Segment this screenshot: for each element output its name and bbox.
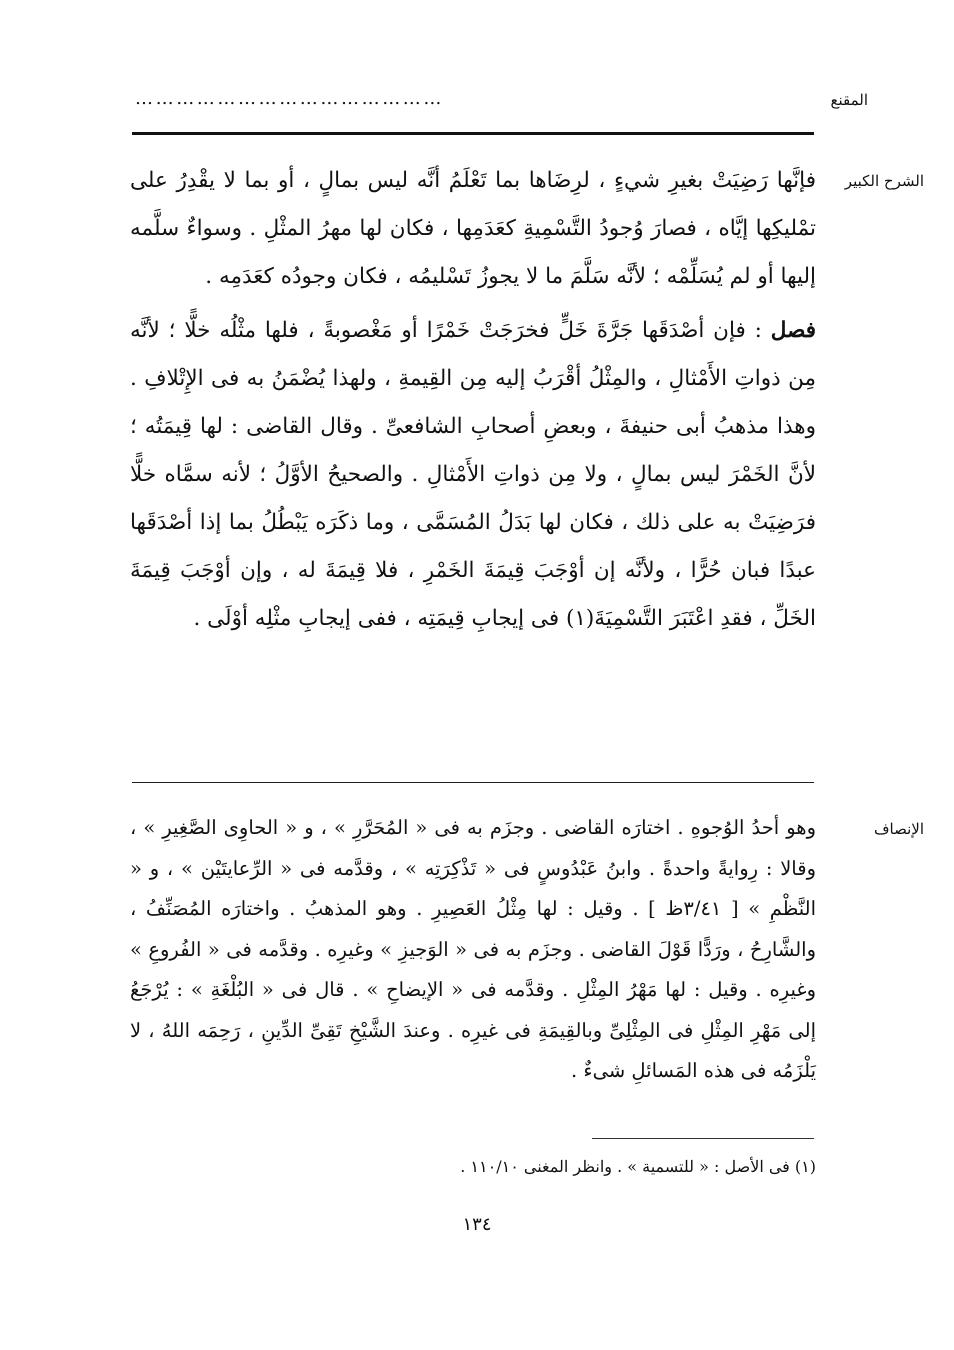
running-header-title: المقنع xyxy=(830,91,868,109)
header-rule xyxy=(132,132,814,135)
sharh-paragraph-1: فإنَّها رَضِيَتْ بغيرِ شيءٍ ، لرِضَاها بما تَعْلَمُ أنَّه ليس بمالٍ ، أو بما لا يقْدِرُ على تمْليكِها إيَّاه ، فصارَ وُجودُ التَّسْمِيةِ كعَدَمِها ، فكان لها مهرُ المثْلِ . وسواءٌ سلَّمه إليها أو لم يُسَلِّمْه ؛ لأنَّه سَلَّمَ ما لا يجوزُ تَسْليمُه ، فكان وجودُه كعَدَمِه . xyxy=(130,168,816,289)
insaf-text-block xyxy=(130,808,816,1092)
page-number: ١٣٤ xyxy=(462,1214,492,1235)
sharh-text-block xyxy=(130,157,816,643)
margin-label-sharh: الشرح الكبير xyxy=(844,172,924,190)
header-dot-leader: ……………………………………… xyxy=(135,88,444,109)
sharh-paragraph-2 xyxy=(130,307,816,643)
fasl-heading: فصل xyxy=(770,318,816,343)
footnote: (١) فى الأصل : « للتسمية » . وانظر المغنى ١١٠/١٠ . xyxy=(460,1157,816,1176)
footnote-rule xyxy=(592,1138,814,1139)
fasl-body: : فإن أصْدَقَها جَرَّةَ خَلٍّ فخرَجَتْ خَمْرًا أو مَغْصوبةً ، فلها مثْلُه خلًّا ؛ لأنَّه مِن ذواتِ الأَمْثالِ ، والمِثْلُ أقْرَبُ إليه مِن القِيمةِ ، ولهذا يُضْمَنُ به فى الإِتْلافِ . وهذا مذهبُ أبى حنيفةَ ، وبعضِ أصحابِ الشافعىِّ . وقال القاضى : لها قِيمَتُه ؛ لأنَّ الخَمْرَ ليس بمالٍ ، ولا مِن ذواتِ الأَمْثالِ . والصحيحُ الأوَّلُ ؛ لأنه سمَّاه خلًّا فرَضِيَتْ به على ذلك ، فكان لها بَدَلُ المُسَمَّى ، وما ذكَرَه يَبْطُلُ بما إذا أصْدَقَها عبدًا فبان حُرًّا ، ولأنَّه إن أوْجَبَ قِيمَةَ الخَمْرِ ، فلا قِيمَةَ له ، وإن أوْجَبَ قِيمَةَ الخَلِّ ، فقدِ اعْتَبَرَ التَّسْمِيَةَ(١) فى إيجابِ قِيمَتِه ، ففى إيجابِ مثْلِه أوْلَى . xyxy=(130,318,816,631)
margin-label-insaf: الإنصاف xyxy=(873,820,924,838)
insaf-paragraph: وهو أحدُ الوُجوهِ . اختارَه القاضى . وجزَم به فى « المُحَرَّرِ » ، و « الحاوِى الصَّغِيرِ » ، وقالا : رِوايةً واحدةً . وابنُ عَبْدُوسٍ فى « تَذْكِرَتِه » ، وقدَّمه فى « الرِّعايتَيْن » ، و « النَّظْمِ » [ ٣/٤١ظ ] . وقيل : لها مِثْلُ العَصِيرِ . وهو المذهبُ . واختارَه المُصَنِّفُ ، والشَّارِحُ ، ورَدًّا قَوْلَ القاضى . وجزَم به فى « الوَجيزِ » وغيرِه . وقدَّمه فى « الفُروعِ » وغيرِه . وقيل : لها مَهْرُ المِثْلِ . وقدَّمه فى « الإيضاحِ » . قال فى « البُلْغَةِ » : يُرْجَعُ إلى مَهْرِ المِثْلِ فى المِثْلِىِّ وبالقِيمَةِ فى غيرِه . وعندَ الشَّيْخِ تَقِىِّ الدِّينِ ، رَحِمَه اللهُ ، لا يَلْزَمُه فى هذه المَسائلِ شىءٌ . xyxy=(130,816,817,1082)
section-divider xyxy=(132,782,814,783)
